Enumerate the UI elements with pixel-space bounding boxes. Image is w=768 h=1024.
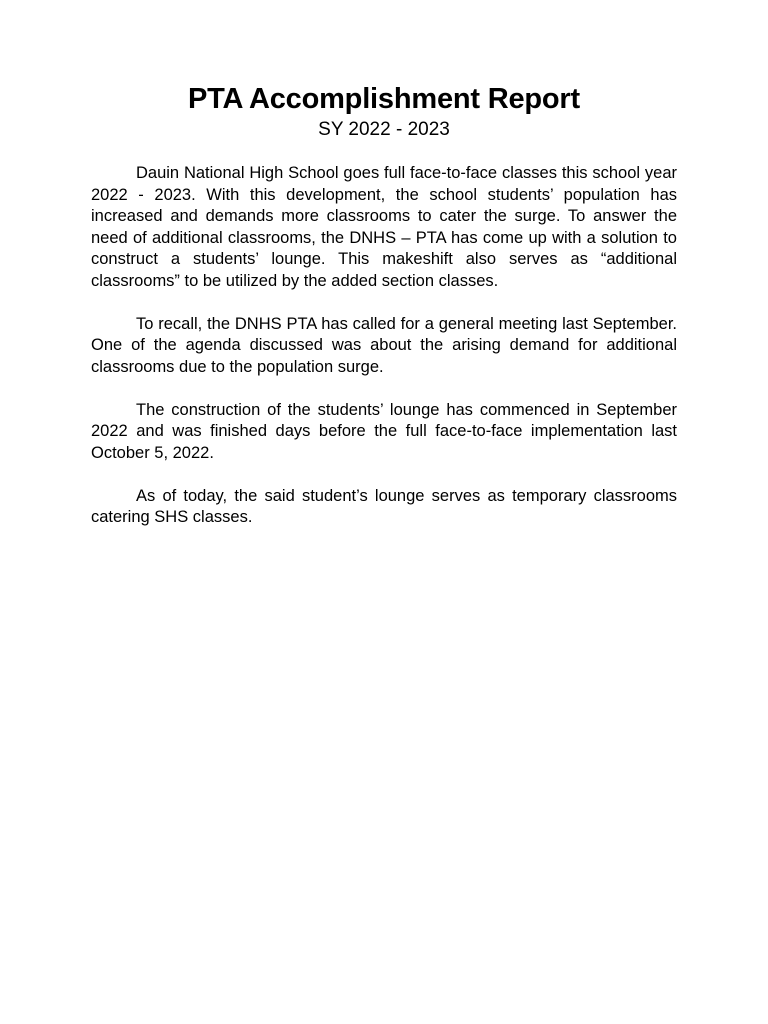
- paragraph-4: As of today, the said student’s lounge serves as temporary classrooms catering SHS classes.: [91, 486, 677, 526]
- report-body: [91, 163, 677, 550]
- paragraph-3: The construction of the students’ lounge has commenced in September 2022 and was finished days before the full face-to-face implementation last October 5, 2022.: [91, 400, 677, 462]
- report-title: PTA Accomplishment Report: [188, 83, 580, 115]
- paragraph-1: Dauin National High School goes full face-to-face classes this school year 2022 - 2023. With this development, the school students’ population has increased and demands more classrooms to cater the surge. To answer the need of additional classrooms, the DNHS – PTA has come up with a solution to construct a students’ lounge. This makeshift also serves as “additional classrooms” to be utilized by the added section classes.: [91, 164, 677, 290]
- paragraph-2: To recall, the DNHS PTA has called for a general meeting last September. One of the agenda discussed was about the arising demand for additional classrooms due to the population surge.: [91, 314, 677, 376]
- school-year-subtitle: SY 2022 - 2023: [318, 119, 450, 140]
